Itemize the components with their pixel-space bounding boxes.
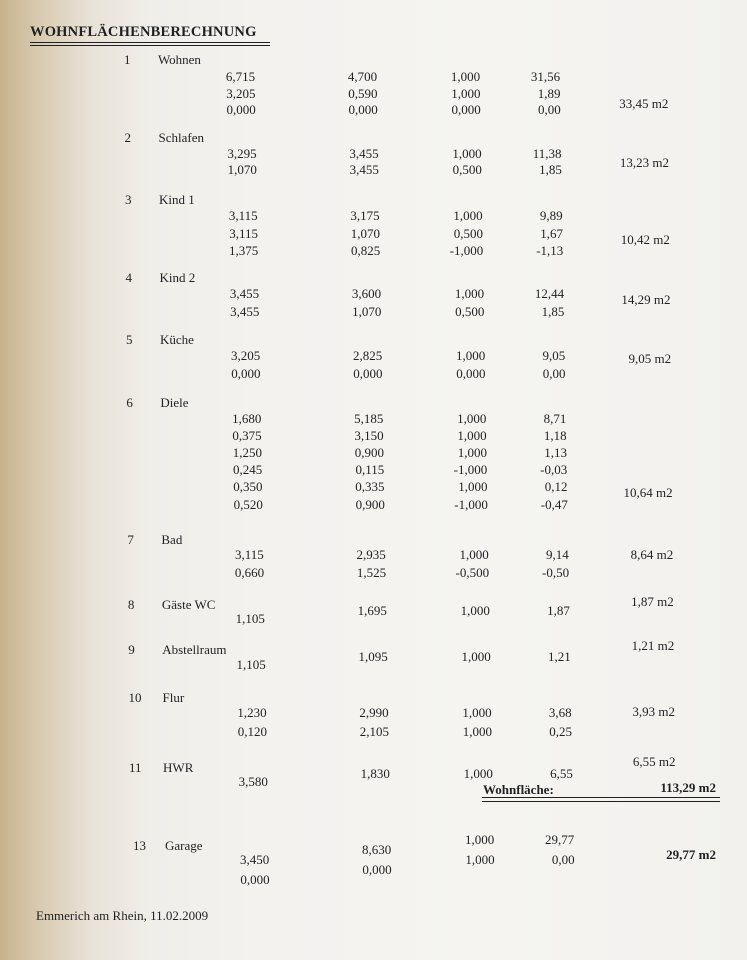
width-value: 0,900 xyxy=(355,497,385,512)
width-value: 1,095 xyxy=(358,649,388,664)
room-name: Bad xyxy=(161,532,183,547)
living-area-label: Wohnfläche: xyxy=(483,782,554,797)
room-number: 2 xyxy=(124,130,131,145)
width-value: 1,695 xyxy=(357,603,387,618)
factor-value: 1,000 xyxy=(460,603,490,618)
factor-value: -1,000 xyxy=(453,462,488,477)
room-total: 1,87 m2 xyxy=(631,594,674,609)
area-value: 29,77 xyxy=(545,832,575,847)
room-total: 33,45 m2 xyxy=(619,96,669,111)
factor-value: 1,000 xyxy=(457,411,487,426)
factor-value: 1,000 xyxy=(465,852,495,867)
room-total: 13,23 m2 xyxy=(619,155,670,170)
factor-value: 1,000 xyxy=(450,69,481,84)
area-value: -1,13 xyxy=(536,243,564,258)
room-number: 8 xyxy=(127,597,135,612)
factor-value: 0,500 xyxy=(455,304,485,319)
length-value: 1,105 xyxy=(236,657,266,672)
area-value: 1,85 xyxy=(541,304,565,319)
area-value: 8,71 xyxy=(543,411,567,426)
width-value: 0,000 xyxy=(362,862,392,877)
length-value: 3,450 xyxy=(240,852,270,867)
living-area-total: 113,29 m2 xyxy=(660,780,716,795)
area-value: 1,87 xyxy=(547,603,570,618)
length-value: 3,205 xyxy=(230,348,261,363)
length-value: 3,115 xyxy=(228,208,258,223)
area-value: 1,89 xyxy=(537,86,561,101)
length-value: 3,115 xyxy=(235,547,264,562)
factor-value: 1,000 xyxy=(465,832,495,847)
garage-total: 29,77 m2 xyxy=(666,847,716,862)
width-value: 1,830 xyxy=(360,766,390,781)
room-number: 3 xyxy=(124,192,132,207)
factor-value: -1,000 xyxy=(449,243,484,258)
factor-value: 1,000 xyxy=(453,208,483,223)
room-total: 10,42 m2 xyxy=(620,232,670,247)
area-value: 9,14 xyxy=(546,547,569,562)
area-value: 0,12 xyxy=(544,479,568,494)
room-number: 11 xyxy=(129,760,142,775)
factor-value: 1,000 xyxy=(451,86,481,101)
width-value: 5,185 xyxy=(354,411,384,426)
room-name: Gäste WC xyxy=(161,597,216,612)
area-value: -0,03 xyxy=(540,462,568,477)
area-value: 11,38 xyxy=(532,146,562,161)
factor-value: 1,000 xyxy=(452,146,482,161)
length-value: 3,115 xyxy=(229,226,258,241)
room-number: 9 xyxy=(128,642,135,657)
factor-value: -0,500 xyxy=(455,565,490,580)
length-value: 1,070 xyxy=(227,162,257,177)
width-value: 0,115 xyxy=(355,462,385,477)
factor-value: 1,000 xyxy=(461,649,491,664)
area-value: 1,21 xyxy=(548,649,571,664)
length-value: 1,105 xyxy=(235,611,265,626)
width-value: 0,335 xyxy=(355,479,385,494)
area-value: 3,68 xyxy=(548,705,572,720)
title-underline xyxy=(30,42,270,43)
length-value: 0,520 xyxy=(233,497,263,512)
room-total: 14,29 m2 xyxy=(621,292,671,307)
factor-value: 1,000 xyxy=(457,445,487,460)
width-value: 2,935 xyxy=(356,547,386,562)
room-name: Flur xyxy=(162,690,185,705)
room-name: Garage xyxy=(165,838,203,853)
area-value: 0,00 xyxy=(538,102,561,117)
title-underline-second xyxy=(30,45,270,46)
width-value: 0,825 xyxy=(351,243,381,258)
area-value: 0,00 xyxy=(542,366,566,381)
room-number: 13 xyxy=(133,838,146,853)
length-value: 3,455 xyxy=(230,304,260,319)
room-name: Wohnen xyxy=(157,52,201,67)
factor-value: 1,000 xyxy=(462,724,492,739)
length-value: 0,000 xyxy=(240,872,270,887)
room-number: 6 xyxy=(126,395,133,410)
factor-value: 1,000 xyxy=(458,479,488,494)
room-number: 1 xyxy=(123,52,131,67)
length-value: 1,375 xyxy=(229,243,259,258)
width-value: 1,070 xyxy=(350,226,380,241)
factor-value: 1,000 xyxy=(455,348,486,363)
length-value: 0,660 xyxy=(234,565,265,580)
room-name: Abstellraum xyxy=(162,642,227,657)
length-value: 0,120 xyxy=(237,724,267,739)
area-value: 1,18 xyxy=(543,428,567,443)
width-value: 0,900 xyxy=(354,445,384,460)
room-number: 7 xyxy=(127,532,134,547)
area-value: 6,55 xyxy=(550,766,573,781)
length-value: 0,245 xyxy=(233,462,263,477)
factor-value: 1,000 xyxy=(454,286,485,301)
room-total: 3,93 m2 xyxy=(632,704,675,719)
area-value: 1,85 xyxy=(539,162,562,177)
room-total: 1,21 m2 xyxy=(631,638,675,653)
room-total: 8,64 m2 xyxy=(630,547,674,562)
width-value: 3,600 xyxy=(351,286,382,301)
width-value: 3,455 xyxy=(349,162,379,177)
room-total: 6,55 m2 xyxy=(632,754,676,769)
length-value: 1,230 xyxy=(237,705,267,720)
length-value: 1,680 xyxy=(232,411,262,426)
total-rule-second xyxy=(482,801,720,802)
length-value: 3,295 xyxy=(227,146,257,161)
factor-value: 1,000 xyxy=(459,547,489,562)
width-value: 3,150 xyxy=(354,428,384,443)
length-value: 0,000 xyxy=(231,366,261,381)
room-number: 4 xyxy=(125,270,132,285)
room-name: Diele xyxy=(160,395,189,410)
width-value: 3,455 xyxy=(349,146,379,161)
footer-place-date: Emmerich am Rhein, 11.02.2009 xyxy=(36,908,209,923)
width-value: 1,525 xyxy=(356,565,387,580)
area-value: 1,13 xyxy=(544,445,567,460)
width-value: 0,000 xyxy=(348,102,378,117)
area-value: -0,50 xyxy=(542,565,570,580)
room-total: 10,64 m2 xyxy=(623,485,673,500)
area-value: 1,67 xyxy=(540,226,563,241)
area-value: 0,00 xyxy=(551,852,575,867)
width-value: 3,175 xyxy=(350,208,380,223)
area-value: 31,56 xyxy=(530,69,561,84)
area-value: -0,47 xyxy=(540,497,568,512)
length-value: 3,580 xyxy=(238,774,268,789)
room-name: HWR xyxy=(163,760,194,775)
width-value: 8,630 xyxy=(362,842,392,857)
area-value: 9,89 xyxy=(539,208,563,223)
length-value: 0,375 xyxy=(232,428,262,443)
room-total: 9,05 m2 xyxy=(628,351,672,366)
factor-value: 1,000 xyxy=(457,428,487,443)
area-value: 0,25 xyxy=(549,724,572,739)
factor-value: -1,000 xyxy=(454,497,488,512)
length-value: 6,715 xyxy=(225,69,256,84)
room-number: 5 xyxy=(125,332,133,347)
length-value: 0,000 xyxy=(226,102,256,117)
width-value: 1,070 xyxy=(352,304,382,319)
width-value: 0,000 xyxy=(353,366,383,381)
length-value: 3,205 xyxy=(226,86,256,101)
room-number: 10 xyxy=(128,690,142,705)
length-value: 0,350 xyxy=(233,479,263,494)
length-value: 3,455 xyxy=(229,286,260,301)
area-value: 9,05 xyxy=(542,348,566,363)
factor-value: 0,500 xyxy=(453,226,483,241)
width-value: 2,990 xyxy=(359,705,389,720)
factor-value: 1,000 xyxy=(463,766,493,781)
length-value: 1,250 xyxy=(232,445,262,460)
total-rule xyxy=(482,797,720,798)
room-name: Schlafen xyxy=(158,130,204,145)
room-name: Kind 2 xyxy=(159,270,196,285)
width-value: 2,105 xyxy=(359,724,389,739)
width-value: 2,825 xyxy=(352,348,383,363)
factor-value: 0,000 xyxy=(451,102,481,117)
room-name: Küche xyxy=(159,332,194,347)
page-title: WOHNFLÄCHENBERECHNUNG xyxy=(30,24,257,40)
factor-value: 0,000 xyxy=(456,366,486,381)
room-name: Kind 1 xyxy=(158,192,195,207)
factor-value: 0,500 xyxy=(452,162,482,177)
area-value: 12,44 xyxy=(534,286,565,301)
factor-value: 1,000 xyxy=(462,705,492,720)
width-value: 0,590 xyxy=(348,86,378,101)
width-value: 4,700 xyxy=(347,69,378,84)
